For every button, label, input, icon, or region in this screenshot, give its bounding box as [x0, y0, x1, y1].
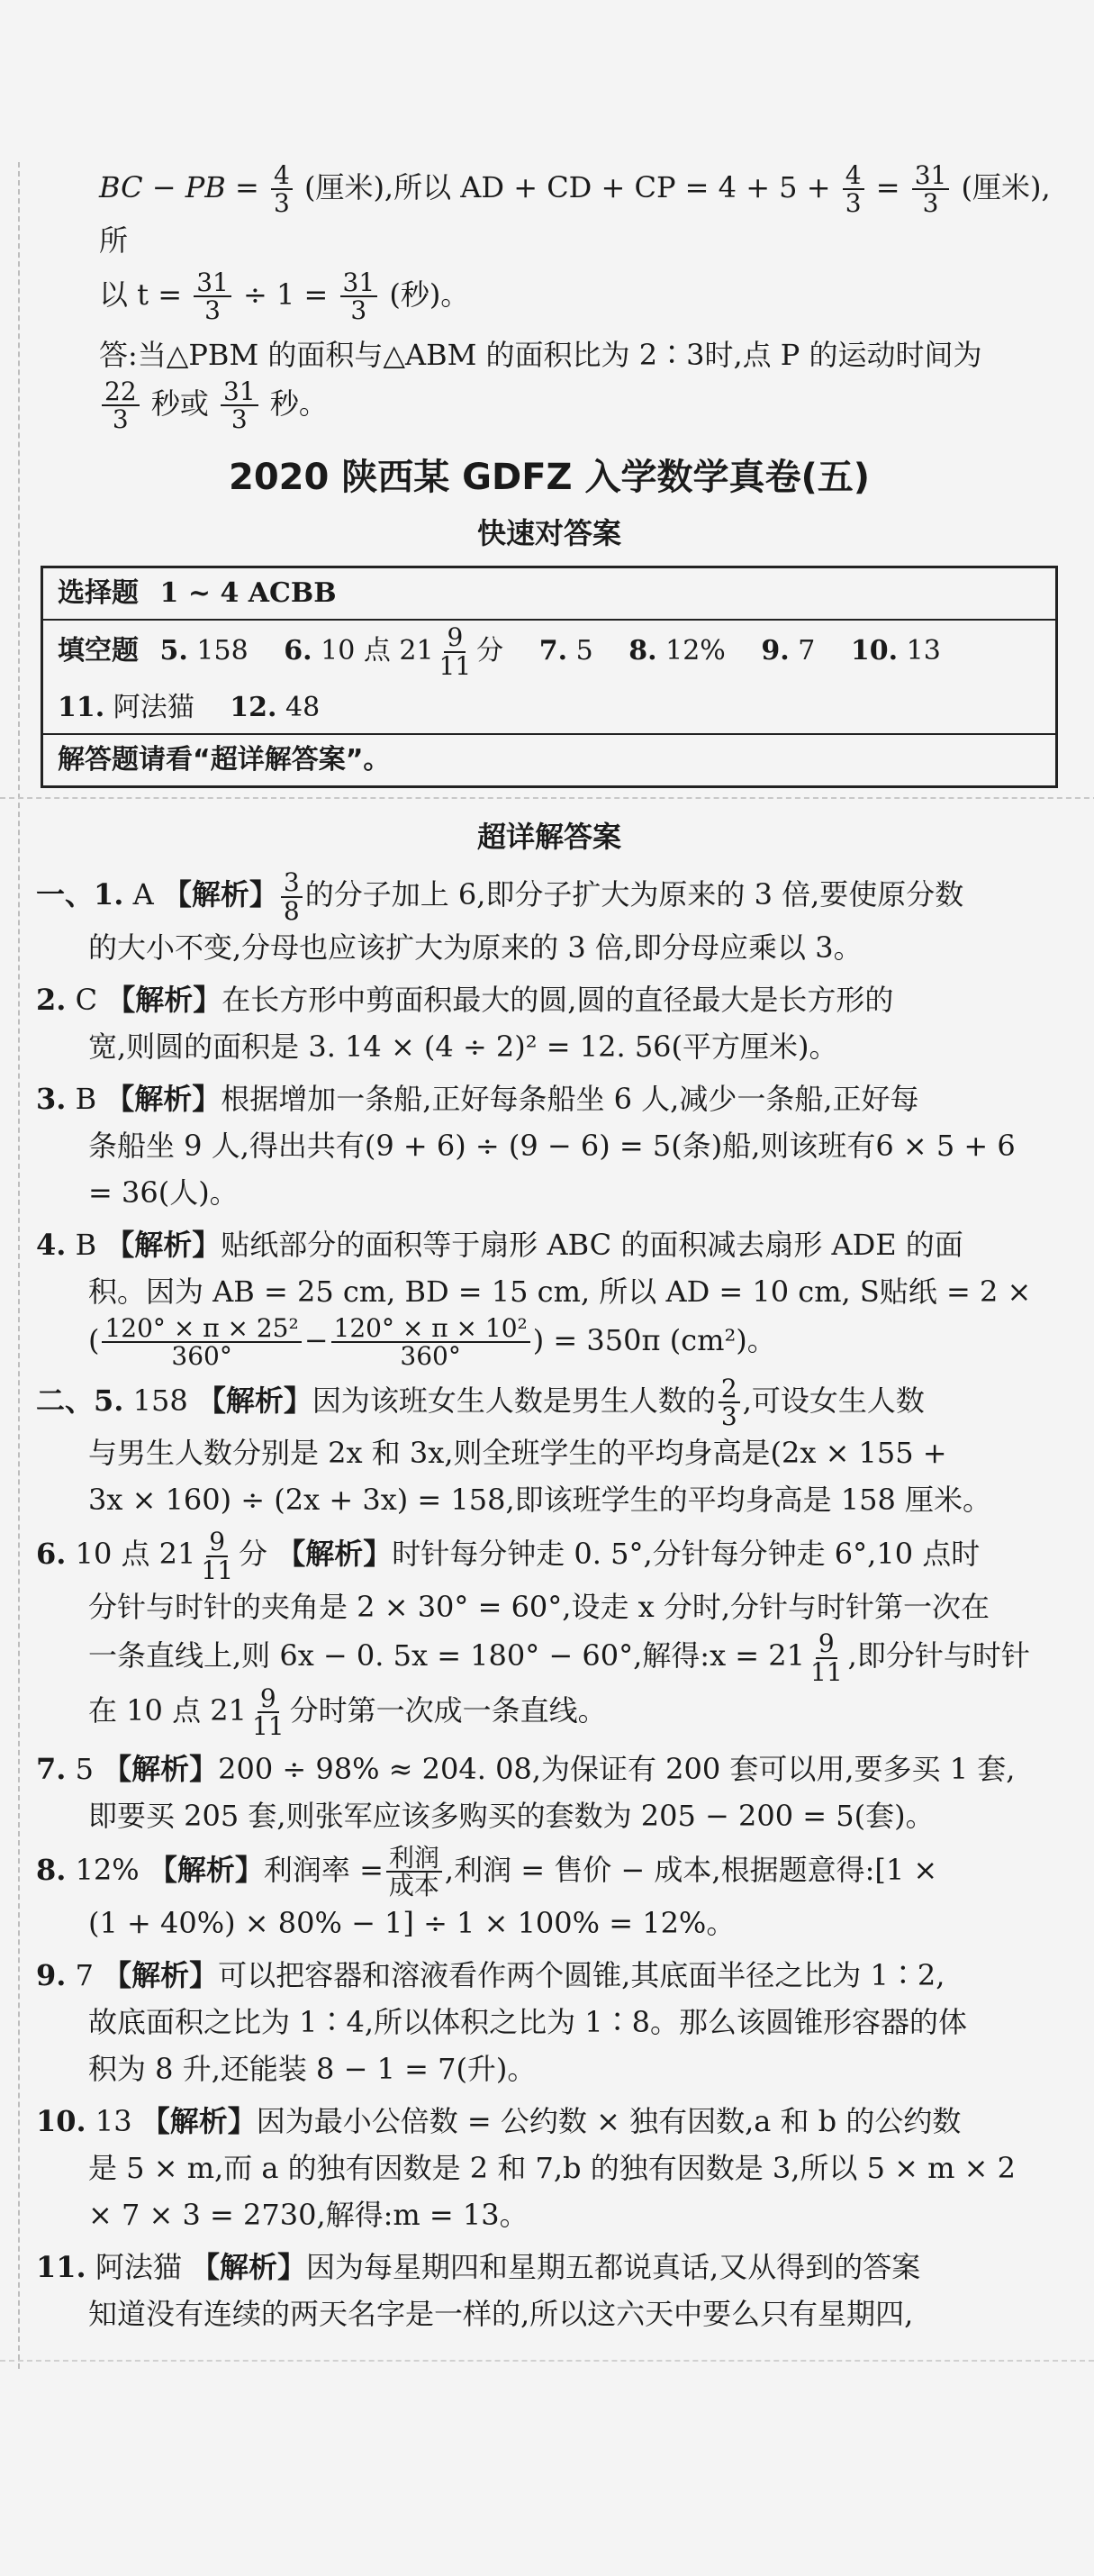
question-9: 9. 7 【解析】可以把容器和溶液看作两个圆锥,其底面半径之比为 1∶2, 故底面积之比为 1∶4,所以体积之比为 1∶8。那么该圆锥形容器的体 积为 8 升,还能装 8 − 1 = 7(升)。 — [36, 1957, 967, 2086]
fraction: $\frac{31}{3}$ — [340, 269, 378, 324]
question-11: 11. 阿法猫 【解析】因为每星期四和星期五都说真话,又从得到的答案 知道没有连续的两天名字是一样的,所以这六天中要么只有星期四, — [36, 2249, 921, 2331]
quick-answer-box — [41, 566, 1058, 788]
fraction: $\frac{22}{3}$ — [102, 378, 140, 433]
content — [36, 162, 1062, 2343]
top-line-2: 以 t = $\frac{31}{3}$ ÷ 1 = $\frac{31}{3}$ (秒)。 — [99, 267, 470, 326]
note-row: 解答题请看“超详解答案”。 — [58, 744, 391, 776]
question-7: 7. 5 【解析】200 ÷ 98% ≈ 204. 08,为保证有 200 套可以用,要多买 1 套, 即要买 205 套,则张军应该多购买的套数为 205 − 200 = 5(套)。 — [36, 1751, 1016, 1833]
exam-title: 2020 陕西某 GDFZ 入学数学真卷(五) — [228, 457, 871, 499]
fill-row-2: 11. 阿法猫 12. 48 — [43, 683, 1055, 735]
fraction: $\frac{31}{3}$ — [912, 162, 950, 217]
question-3: 3. B 【解析】根据增加一条船,正好每条船坐 6 人,减少一条船,正好每 条船坐 9 人,得出共有(9 + 6) ÷ (9 − 6) = 5(条)船,则该班有6 × 5 + 6 = 36(人)。 — [36, 1081, 1016, 1210]
question-2: 2. C 【解析】在长方形中剪面积最大的圆,圆的直径最大是长方形的 宽,则圆的面积是 3. 14 × (4 ÷ 2)² = 12. 56(平方厘米)。 — [36, 982, 894, 1064]
question-5: 二、5. 158 【解析】因为该班女生人数是男生人数的 $\frac{2}{3}$ ,可设女生人数 与男生人数分别是 2x 和 3x,则全班学生的平均身高是(2x × 155 + 3x × 160) ÷ (2x + 3x) = 158,即该班学生的平均身高是 158 厘米。 — [36, 1373, 992, 1518]
top-line-4: $\frac{22}{3}$ 秒或 $\frac{31}{3}$ 秒。 — [36, 378, 1062, 433]
fraction: $\frac{31}{3}$ — [194, 269, 231, 324]
fraction: $\frac{31}{3}$ — [221, 378, 258, 433]
detail-answer-title: 超详解答案 — [476, 820, 621, 855]
bottom-dashed-line — [0, 2360, 1094, 2362]
top-line-3: 答:当△PBM 的面积与△ABM 的面积比为 2∶3时,点 P 的运动时间为 — [99, 337, 982, 372]
section-divider — [0, 797, 1094, 799]
fraction: $\frac{4}{3}$ — [271, 162, 293, 217]
choice-row: 选择题 1 ~ 4 ACBB — [43, 568, 1055, 621]
question-10: 10. 13 【解析】因为最小公倍数 = 公约数 × 独有因数,a 和 b 的公约数 是 5 × m,而 a 的独有因数是 2 和 7,b 的独有因数是 3,所以 5 × m × 2 × 7 × 3 = 2730,解得:m = 13。 — [36, 2103, 1016, 2232]
fill-row: 填空题 5. 158 6. 10 点 21 $\frac{9}{11}$ 分 7. 5 8. 12% 9. 7 10. 13 — [58, 622, 941, 681]
fraction: $\frac{4}{3}$ — [843, 162, 864, 217]
quick-answer-title: 快速对答案 — [476, 516, 621, 551]
question-1: 一、1. A 【解析】 $\frac{3}{8}$ 的分子加上 6,即分子扩大为原来的 3 倍,要使原分数 的大小不变,分母也应该扩大为原来的 3 倍,即分母应乘以 3。 — [36, 867, 964, 965]
question-6: 6. 10 点 21 $\frac{9}{11}$ 分 【解析】时针每分钟走 0. 5°,分针每分钟走 6°,10 点时 分针与时针的夹角是 2 × 30° = 60°,设走 x 分时,分针与时针第一次在 一条直线上,则 6x − 0. 5x = 180° − 60°,解得:x = 21 $\frac{9}{11}$ ,即分针与时针 在 10 点 21 $\frac{9}{11}$ 分时第一次成一条直线。 — [36, 1527, 1030, 1742]
margin-dashed-line — [18, 162, 20, 2369]
top-line-1: BC − PB = $\frac{4}{3}$ (厘米),所以 AD + CD + CP = 4 + 5 + $\frac{4}{3}$ = $\frac{31}{3}$ (厘米),所 — [99, 160, 1051, 258]
question-8: 8. 12% 【解析】利润率 = $\frac{\text{利润}}{\text{成本}}$ ,利润 = 售价 − 成本,根据题意得:[1 × (1 + 40%) × 80% − 1] ÷ 1 × 100% = 12%。 — [36, 1842, 938, 1940]
question-4: 4. B 【解析】贴纸部分的面积等于扇形 ABC 的面积减去扇形 ADE 的面 积。因为 AB = 25 cm, BD = 15 cm, 所以 AD = 10 cm, S贴纸 = 2 × ( $\frac{\text{120° × π × 25²}}{360^\circ}$ − $\frac{\text{120° × π × 10²}}{360^\circ}$ ) = 350π (cm²)。 — [36, 1227, 1032, 1372]
